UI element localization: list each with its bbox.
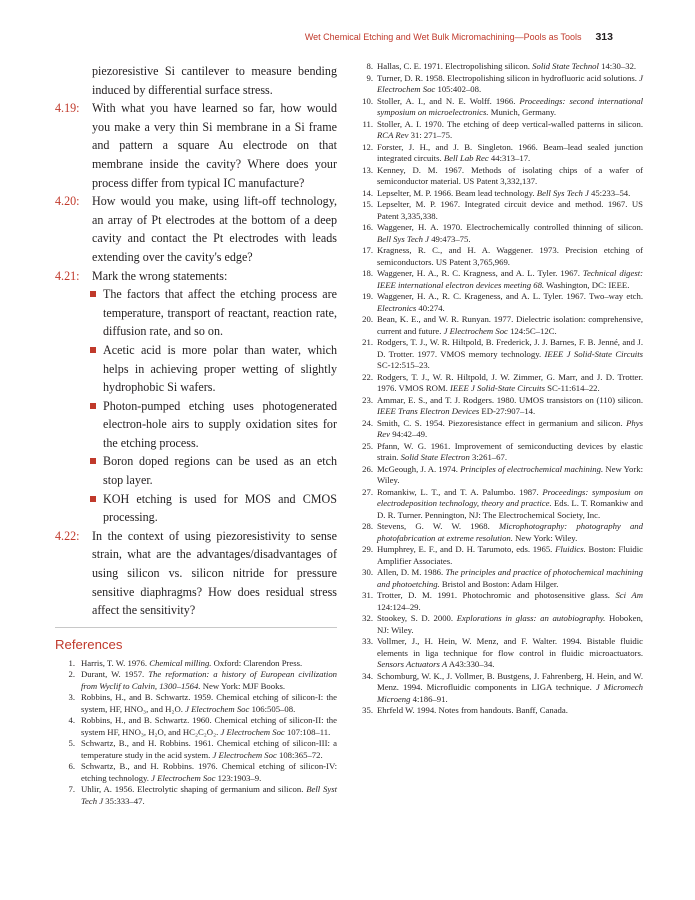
reference-item	[353, 521, 643, 544]
reference-item	[56, 669, 337, 692]
reference-details: 4:186–91.	[410, 693, 448, 704]
reference-number: 22.	[362, 371, 373, 382]
reference-text: Harris, T. W. 1976.	[81, 657, 150, 668]
reference-details: 124:124–29.	[377, 601, 421, 612]
reference-source: Phys Rev	[377, 417, 643, 439]
reference-number: 6.	[68, 761, 75, 772]
reference-details: 49:473–75.	[429, 233, 471, 244]
reference-source: Microphotography: photography and photofabrication at extreme resolution.	[377, 521, 643, 543]
reference-details: Bristol and Boston: Adam Hilger.	[439, 578, 559, 589]
reference-number: 30.	[362, 567, 373, 577]
reference-source: J Electrochem Soc	[185, 703, 250, 714]
reference-details: 94:42–49.	[390, 429, 428, 439]
reference-number: 9.	[366, 72, 373, 83]
statement-item: The factors that affect the etching process are temperature, transport of reactant, reaction rate, diffusion rate, and so on.	[103, 285, 337, 341]
reference-text: Kenney, D. M. 1967. Methods of isolating chips of a wafer of semiconductor material. US Patent 3,332,137.	[377, 164, 643, 186]
reference-details: Eds. L. T. Romankiw and D. R. Turner. Pennington, NJ: The Electrochemical Society, Inc.	[377, 498, 643, 520]
reference-item	[56, 738, 337, 761]
question-text: Mark the wrong statements:	[92, 268, 228, 283]
reference-item	[353, 613, 643, 636]
reference-source: J Electrochem Soc	[151, 772, 216, 783]
reference-source: Bell Lab Rec	[443, 153, 489, 163]
reference-source: J Electrochem Soc	[377, 72, 643, 94]
reference-item	[353, 464, 643, 487]
reference-item	[353, 372, 643, 395]
reference-source: IEEE J Solid-State Circuits	[449, 383, 545, 393]
reference-number: 27.	[362, 486, 373, 497]
reference-source: The principles and practice of photochemical machining and photoetching.	[377, 567, 643, 589]
reference-text: Schomburg, W. K., J. Vollmer, B. Bustgens, J. Fahrenberg, H. Hein, and W. Menz. 1994. Microfluidic components in LIGA technique.	[377, 670, 643, 692]
bullet-square-icon	[90, 458, 96, 464]
reference-number: 19.	[362, 291, 373, 301]
reference-source: Electronics	[377, 302, 417, 313]
question-text: In the context of using piezoresistivity to sense strain, what are the advantages/disadvantages of using silicon vs. silicon nitride for pressure sensitive diaphragms? How does residual stress affect the sensitivity?	[92, 528, 337, 618]
reference-item	[353, 61, 643, 73]
reference-number: 8.	[366, 61, 373, 71]
reference-number: 34.	[362, 670, 373, 681]
reference-number: 26.	[362, 463, 373, 474]
question-4-20	[55, 192, 337, 266]
reference-details: Munich, Germany.	[488, 107, 557, 117]
reference-number: 32.	[362, 613, 373, 623]
reference-details: 106:505–08.	[249, 703, 296, 714]
reference-details: 124:5C–12C.	[507, 325, 557, 336]
bullet-square-icon	[90, 496, 96, 502]
reference-number: 13.	[362, 164, 373, 175]
reference-details: A43:330–34.	[447, 659, 495, 669]
reference-item	[353, 188, 643, 200]
reference-number: 3.	[68, 692, 75, 703]
reference-details: 45:233–54.	[588, 187, 631, 198]
reference-item	[353, 337, 643, 372]
reference-source: The reformation: a history of European civilization from Wyclif to Calvin, 1300–1564.	[81, 669, 338, 691]
reference-source: Proceedings: symposium on electrodeposition technology, theory and practice.	[377, 486, 643, 508]
references-heading: References	[55, 636, 123, 652]
reference-number: 2.	[68, 669, 75, 680]
reference-text: Durant, W. 1957.	[81, 669, 149, 680]
reference-item	[353, 395, 643, 418]
reference-text: Stoller, A. I. 1970. The etching of deep vertical-walled patterns in silicon.	[377, 118, 643, 129]
reference-source: J Electrochem Soc	[443, 325, 508, 336]
reference-source: Proceedings: second international symposium on microelectronics.	[377, 95, 643, 117]
reference-number: 21.	[362, 337, 373, 347]
reference-text: Forster, J. H., and J. B. Singleton. 1966. Beam–lead sealed junction integrated circuits.	[377, 141, 643, 163]
reference-text: Waggener, H. A. 1970. Electrochemically controlled thinning of silicon.	[377, 222, 643, 232]
question-number: 4.22:	[55, 528, 80, 543]
reference-source: J Electrochem Soc	[212, 749, 277, 760]
reference-number: 4.	[68, 715, 75, 726]
reference-details: 40:274.	[416, 302, 445, 313]
bullet-square-icon	[90, 347, 96, 353]
reference-text: Lepselter, M. P. 1966. Beam lead technology.	[377, 187, 537, 198]
reference-source: Bell Syst Tech J	[81, 784, 337, 806]
reference-item	[353, 544, 643, 567]
reference-item	[56, 658, 337, 670]
reference-item	[353, 671, 643, 706]
reference-text: Ehrfeld W. 1994. Notes from handouts. Banff, Canada.	[377, 705, 568, 715]
reference-details: 31: 271–75.	[408, 130, 453, 140]
reference-details: 35:333–47.	[103, 795, 145, 806]
question-text: With what you have learned so far, how would you make a very thin Si membrane in a Si frame and pattern a square Au electrode on that membrane inside the cavity? Where does your process differ from typical IC manufacture?	[92, 101, 337, 190]
reference-item	[353, 291, 643, 314]
reference-text: Romankiw, L. T., and T. A. Palumbo. 1987.	[377, 486, 543, 497]
running-header	[305, 31, 613, 43]
reference-text: Lepselter, M. P. 1967. Integrated circuit device and method. 1967. US Patent 3,335,338.	[377, 199, 643, 221]
statement-item: Photon-pumped etching uses photogenerated electron-hole airs to supply oxidation sites for the etching process.	[103, 397, 337, 453]
reference-text: Smith, C. S. 1954. Piezoresistance effect in germanium and silicon.	[377, 417, 627, 428]
reference-number: 33.	[362, 636, 373, 646]
reference-text: Pfann, W. G. 1961. Improvement of semiconducting devices by elastic strain.	[377, 440, 643, 462]
reference-number: 24.	[362, 417, 373, 428]
reference-number: 1.	[68, 657, 75, 668]
reference-number: 12.	[362, 141, 373, 152]
bullet-square-icon	[90, 403, 96, 409]
reference-source: Principles of electrochemical machining.	[460, 463, 604, 474]
reference-number: 16.	[362, 222, 373, 232]
reference-text: Kragness, R. C., and H. A. Waggener. 1973. Precision etching of semiconductors. US Patent 3,765,969.	[377, 245, 643, 267]
reference-text: Rodgers, T. J., W. R. Hiltpold, B. Frederick, J. J. Barnes, F. B. Jenné, and J. D. Trotter. 1977. VMOS memory technology.	[377, 337, 643, 359]
reference-item	[353, 96, 643, 119]
reference-source: Technical digest: IEEE international electron devices meeting 68.	[377, 268, 644, 290]
reference-text: Humphrey, E. F., and D. H. Tarumoto, eds. 1965.	[377, 544, 556, 554]
reference-text: McGeough, J. A. 1974.	[377, 463, 461, 474]
reference-number: 31.	[362, 590, 373, 600]
running-title: Wet Chemical Etching and Wet Bulk Micromachining—Pools as Tools	[304, 32, 582, 42]
reference-details: Hoboken, NJ: Wiley.	[377, 613, 643, 635]
reference-list-right	[353, 61, 643, 717]
reference-source: Bell Sys Tech J	[536, 187, 589, 198]
reference-number: 25.	[362, 440, 373, 451]
reference-text: Vollmer, J., H. Hein, W. Menz, and F. Walter. 1994. Bistable fluidic elements in liga technique for flow control in fluidic microactuators.	[377, 636, 643, 658]
question-number: 4.20:	[55, 194, 80, 209]
reference-source: IEEE J Solid-State Circuits	[544, 348, 643, 359]
statement-item: Boron doped regions can be used as an etch stop layer.	[103, 452, 337, 489]
reference-number: 14.	[362, 187, 373, 198]
reference-details: ED-27:907–14.	[479, 406, 536, 416]
reference-source: Solid State Technol	[532, 61, 599, 71]
reference-text: Trotter, D. M. 1991. Photochromic and photosensitive glass.	[377, 590, 616, 600]
reference-text: Bean, K. E., and W. R. Runyan. 1977. Dielectric isolation: comprehensive, current and future.	[377, 314, 643, 336]
reference-details: Oxford: Clarendon Press.	[211, 657, 303, 668]
reference-source: Chemical milling.	[149, 657, 212, 668]
reference-details: 107:108–11.	[284, 726, 331, 737]
reference-text: Robbins, H., and B. Schwartz. 1960. Chemical etching of silicon-II: the system HF, HNO₃, H₂O, and HC₂C₂O₂.	[81, 715, 337, 737]
reference-item	[353, 418, 643, 441]
reference-item	[353, 314, 643, 337]
reference-number: 29.	[362, 544, 373, 554]
bullet-square-icon	[90, 291, 96, 297]
question-text: How would you make, using lift-off technology, an array of Pt electrodes at the bottom of a deep cavity and contact the Pt electrodes with leads extending over the cavity's edge?	[92, 194, 337, 264]
reference-text: Stoller, A. I., and N. E. Wolff. 1966.	[377, 95, 520, 106]
reference-item	[56, 761, 337, 784]
reference-source: Fluidics.	[555, 544, 586, 554]
reference-item	[353, 487, 643, 522]
reference-item	[353, 142, 643, 165]
reference-details: 123:1903–9.	[215, 772, 262, 783]
left-column	[55, 62, 337, 807]
reference-details: Washington, DC: IEEE.	[544, 279, 630, 290]
reference-item	[56, 692, 337, 715]
section-divider	[55, 627, 337, 628]
reference-item	[56, 784, 337, 807]
reference-source: Sci Am	[615, 590, 643, 600]
reference-number: 17.	[362, 245, 373, 255]
reference-number: 23.	[362, 394, 373, 405]
reference-item	[353, 245, 643, 268]
reference-details: 108:365–72.	[276, 749, 323, 760]
question-4-22	[55, 527, 337, 620]
question-continuation: piezoresistive Si cantilever to measure bending induced by differential surface stress.	[92, 64, 337, 97]
reference-details: SC-11:614–22.	[544, 383, 600, 393]
reference-text: Stevens, G. W. W. 1968.	[377, 521, 499, 531]
reference-text: Hallas, C. E. 1971. Electropolishing silicon.	[377, 61, 533, 71]
reference-text: Waggener, H. A., R. C. Krageness, and A. L. Tyler. 1967. Two–way etch.	[377, 291, 643, 301]
reference-source: Explorations in glass: an autobiography.	[456, 613, 606, 623]
reference-item	[353, 567, 643, 590]
reference-text: Waggener, H. A., R. C. Kragness, and A. L. Tyler. 1967.	[377, 268, 583, 278]
reference-number: 35.	[362, 705, 373, 715]
reference-details: SC-12:515–23.	[377, 360, 430, 370]
reference-text: Schwartz, B., and H. Robbins. 1961. Chemical etching of silicon-III: a temperature study in the acid system.	[81, 738, 337, 760]
reference-details: 3:261–67.	[469, 452, 507, 462]
reference-number: 10.	[362, 95, 373, 106]
reference-number: 5.	[68, 738, 75, 749]
question-4-21	[55, 267, 337, 286]
statement-item: Acetic acid is more polar than water, which helps in achieving proper wetting of slightly hydrophobic Si wafers.	[103, 341, 337, 397]
reference-item	[353, 199, 643, 222]
reference-text: Allen, D. M. 1986.	[377, 567, 446, 577]
reference-details: 105:402–08.	[435, 84, 482, 94]
reference-number: 15.	[362, 199, 373, 209]
reference-list-left	[55, 658, 337, 808]
reference-item	[353, 119, 643, 142]
reference-number: 18.	[362, 268, 373, 278]
reference-text: Turner, D. R. 1958. Electropolishing silicon in hydrofluoric acid solutions.	[377, 72, 640, 83]
right-column	[353, 61, 643, 717]
question-number: 4.19:	[55, 101, 80, 116]
reference-item	[353, 636, 643, 671]
reference-source: Solid State Electron	[400, 452, 470, 462]
reference-number: 28.	[362, 521, 373, 531]
reference-details: New York: Wiley.	[512, 532, 578, 543]
statement-list	[55, 285, 337, 527]
reference-source: RCA Rev	[377, 130, 409, 140]
reference-text: Schwartz, B., and H. Robbins. 1976. Chemical etching of silicon-IV: etching technology.	[81, 761, 337, 783]
reference-details: New York: Wiley.	[377, 463, 644, 485]
reference-details: Boston: Fluidic Amplifier Associates.	[377, 544, 643, 566]
reference-item	[353, 590, 643, 613]
reference-item	[353, 73, 643, 96]
question-4-19	[55, 99, 337, 192]
reference-source: J Micromech Microeng	[377, 682, 644, 704]
reference-item	[353, 441, 643, 464]
reference-text: Stookey, S. D. 2000.	[377, 613, 457, 623]
reference-source: Sensors Actuators A	[377, 659, 448, 669]
reference-text: Rodgers, T. J., W. R. Hiltpold, J. W. Zimmer, G. Marr, and J. D. Trotter. 1976. VMOS ROM.	[377, 371, 643, 393]
reference-item	[56, 715, 337, 738]
reference-details: New York: MJF Books.	[200, 680, 286, 691]
reference-details: 14:30–32.	[598, 61, 637, 71]
reference-text: Robbins, H., and B. Schwartz. 1959. Chemical etching of silicon-I: the system, HF, HNO₃, and H₂O.	[81, 692, 337, 714]
question-number: 4.21:	[55, 268, 80, 283]
reference-source: Bell Sys Tech J	[377, 233, 430, 244]
page-number: 313	[595, 31, 613, 43]
reference-item	[353, 268, 643, 291]
reference-item	[353, 705, 643, 717]
reference-text: Ammar, E. S., and T. J. Rodgers. 1980. UMOS transistors on (110) silicon.	[377, 394, 643, 405]
reference-item	[353, 222, 643, 245]
reference-number: 7.	[68, 784, 75, 795]
reference-details: 44:313–17.	[488, 153, 531, 163]
reference-text: Uhlir, A. 1956. Electrolytic shaping of germanium and silicon.	[81, 784, 307, 795]
reference-item	[353, 165, 643, 188]
statement-item: KOH etching is used for MOS and CMOS processing.	[103, 490, 337, 527]
reference-source: IEEE Trans Electron Devices	[377, 406, 480, 416]
reference-source: J Electrochem Soc	[220, 726, 285, 737]
reference-number: 11.	[362, 118, 373, 129]
reference-number: 20.	[362, 314, 373, 324]
